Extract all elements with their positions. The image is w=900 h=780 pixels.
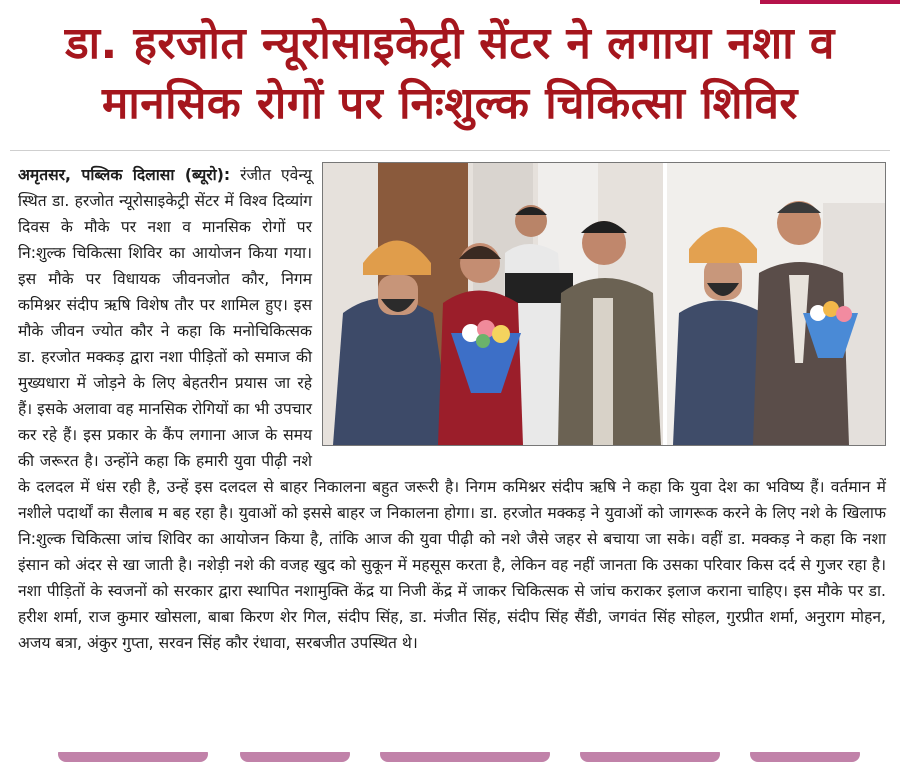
top-accent-bar — [760, 0, 900, 4]
next-headline-fragment — [0, 752, 900, 780]
photo-illustration — [323, 163, 885, 445]
dateline: अमृतसर, पब्लिक दिलासा (ब्यूरो): — [18, 166, 231, 184]
article-body-text: रंजीत एवेन्यू स्थित डा. हरजोत न्यूरोसाइकेट्री सेंटर में विश्व दिव्यांग दिवस के मौके पर नशा व मानसिक रोगों पर नि:शुल्क चिकित्सा शिविर का आयोजन किया गया। इस मौके पर विधायक जीवनजोत कौर, निगम कमिश्नर संदीप ऋषि विशेष तौर पर शामिल हुए। इस मौके जीवन ज्योत कौर ने कहा कि मनोचिकित्सक डा. हरजोत मक्कड़ द्वारा नशा पीड़ितों को समाज की मुख्यधारा में जोड़ने के लिए बेहतरीन प्रयास जा रहे हैं। इसके अलावा वह मानसिक रोगियों का भी उपचार कर रहे हैं। इस प्रकार के कैंप लगाना आज के समय की जरूरत है। उन्होंने कहा कि हमारी युवा पीढ़ी नशे के दलदल में धंस रही है, उन्हें इस दलदल से बाहर निकालना बहुत जरूरी है। निगम कमिश्नर संदीप ऋषि ने कहा कि युवा देश का भविष्य हैं। वर्तमान में नशीले पदार्थों का सैलाब म बह रहा है। युवाओं को इससे बाहर ज निकालना होगा। डा. हरजोत मक्कड़ ने युवाओं को जागरूक करने के लिए नशे के खिलाफ नि:शुल्क चिकित्सा जांच शिविर का आयोजन किया है, तांकि आज की युवा पीढ़ी को नशे जैसे जहर से बचाया जा सके। वहीं डा. मक्कड़ ने कहा कि नशा इंसान को अंदर से खा जाती है। नशेड़ी नशे की वजह खुद को सुकून में महसूस करता है, लेकिन वह नहीं जानता कि उसका परिवार किस दर्द से गुजर रहा है। नशा पीड़ितों के स्वजनों को सरकार द्वारा स्थापित नशामुक्ति केंद्र या निजी केंद्र में जाकर चिकित्सक से जांच कराकर इलाज कराना चाहिए। इस मौके पर डा. हरीश शर्मा, राज कुमार खोसला, बाबा किरण शेर गिल, संदीप सिंह, डा. मंजीत सिंह, संदीप सिंह सैंडी, जगवंत सिंह सोहल, गुरप्रीत शर्मा, अनुराग मोहन, अजय बत्रा, अंकुर गुप्ता, सरवन सिंह कौर रंधावा, सरबजीत उपस्थित थे। — [18, 166, 886, 652]
news-photo — [322, 162, 886, 446]
article — [18, 162, 886, 656]
headline: डा. हरजोत न्यूरोसाइकेट्री सेंटर ने लगाया नशा व मानसिक रोगों पर निःशुल्क चिकित्सा शिविर — [65, 18, 835, 129]
headline-divider — [10, 150, 890, 151]
